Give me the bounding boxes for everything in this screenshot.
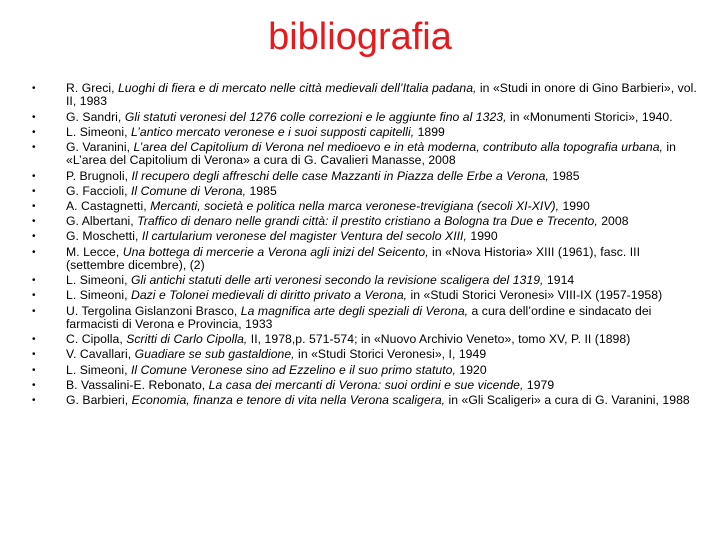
bullet-icon: • [32,395,36,407]
entry-author: C. Cipolla, [66,332,127,347]
entry-details: 1914 [543,273,575,288]
entry-title: Il Comune di Verona, [131,183,247,198]
bullet-icon: • [32,290,36,302]
entry-title: Gli statuti veronesi del 1276 colle correzioni e le aggiunte fino al 1323, [124,109,507,124]
bullet-icon: • [32,364,36,376]
entry-author: B. Vassalini-E. Rebonato, [66,377,209,392]
entry-details: in «Studi Storici Veronesi», I, 1949 [294,347,487,362]
bibliography-entry [30,230,700,243]
entry-details: in «Studi in onore di Gino Barbieri», vol. II, 1983 [66,81,697,109]
bibliography-entry [30,394,700,407]
entry-title: Traffico di denaro nelle grandi città: il prestito cristiano a Bologna tra Due e Trecento, [137,214,598,229]
entry-author: M. Lecce, [66,244,123,259]
bullet-icon: • [32,185,36,197]
entry-title: Guadiare se sub gastaldione, [134,347,295,362]
bibliography-list [30,82,700,409]
entry-author: G. Varanini, [66,140,134,155]
bibliography-entry [30,364,700,377]
bullet-icon: • [32,170,36,182]
entry-author: U. Tergolina Gislanzoni Brasco, [66,303,241,318]
bibliography-entry [30,141,700,168]
bullet-icon: • [32,349,36,361]
entry-title: Luoghi di fiera e di mercato nelle città medievali dell’Italia padana, [117,81,477,95]
entry-details: in «Nova Historia» XIII (1961), fasc. III (settembre dicembre), (2) [66,244,641,273]
entry-author: L. Simeoni, [66,273,131,288]
bibliography-entry [30,170,700,183]
entry-title: Una bottega di mercerie a Verona agli inizi del Seicento, [122,244,429,259]
entry-details: in «L’area del Capitolium di Verona» a cura di G. Cavalieri Manasse, 2008 [66,140,676,168]
entry-title: Gli antichi statuti delle arti veronesi secondo la revisione scaligera del 1319, [130,273,544,288]
entry-author: G. Albertani, [66,214,138,229]
bullet-icon: • [32,334,36,346]
entry-author: P. Brugnoli, [66,168,132,183]
bullet-icon: • [32,246,36,258]
entry-author: G. Barbieri, [66,393,132,408]
entry-author: L. Simeoni, [66,288,131,303]
entry-title: Mercanti, società e politica nella marca veronese-trevigiana (secoli XI-XIV), [150,199,560,214]
entry-title: Il cartularium veronese del magister Ventura del secolo XIII, [141,229,467,244]
entry-details: in «Gli Scaligeri» a cura di G. Varanini, 1988 [445,393,690,408]
bibliography-entry [30,111,700,124]
bibliography-entry [30,126,700,139]
entry-author: A. Castagnetti, [66,199,151,214]
bullet-icon: • [32,111,36,123]
bullet-icon: • [32,83,36,94]
entry-title: La casa dei mercanti di Verona: suoi ordini e sue vicende, [208,377,524,392]
entry-author: G. Moschetti, [66,229,142,244]
entry-details: in «Studi Storici Veronesi» VIII-IX (1957-1958) [407,288,663,303]
bibliography-entry [30,379,700,392]
entry-author: G. Sandri, [66,109,125,124]
slide-title: bibliografia [268,16,452,58]
entry-details: II, 1978,p. 571-574; in «Nuovo Archivio Veneto», tomo XV, P. II (1898) [247,332,631,347]
entry-author: V. Cavallari, [66,347,135,362]
bibliography-entry [30,348,700,361]
bibliography-entry [30,200,700,213]
bullet-icon: • [32,142,36,154]
bullet-icon: • [32,379,36,391]
entry-author: R. Greci, [66,81,118,95]
bullet-icon: • [32,126,36,138]
bibliography-entry [30,333,700,346]
entry-author: L. Simeoni, [66,124,131,139]
bibliography-entry [30,82,700,109]
bullet-icon: • [32,275,36,287]
bibliography-entry [30,274,700,287]
bullet-icon: • [32,201,36,213]
entry-title: Scritti di Carlo Cipolla, [126,332,248,347]
entry-details: 1899 [414,124,445,139]
entry-title: Economia, finanza e tenore di vita nella Verona scaligera, [131,393,446,408]
entry-details: 1990 [559,199,590,214]
bullet-icon: • [32,231,36,243]
entry-title: L’antico mercato veronese e i suoi supposti capitelli, [130,124,415,139]
entry-title: Il Comune Veronese sino ad Ezzelino e il suo primo statuto, [130,362,456,377]
bibliography-entry [30,185,700,198]
entry-details: 1985 [246,183,277,198]
entry-details: 1985 [548,168,580,183]
entry-title: Il recupero degli affreschi delle case Mazzanti in Piazza delle Erbe a Verona, [131,168,549,183]
bibliography-entry [30,215,700,228]
bibliography-entry [30,305,700,332]
entry-title: L’area del Capitolium di Verona nel medioevo e in età moderna, contributo alla topografia urbana, [133,140,663,155]
entry-details: 1979 [523,377,555,392]
entry-title: La magnifica arte degli speziali di Verona, [240,303,469,318]
entry-details: 1990 [466,229,498,244]
entry-title: Dazi e Tolonei medievali di diritto privato a Verona, [130,288,408,303]
bullet-icon: • [32,305,36,317]
bibliography-entry [30,289,700,302]
entry-author: L. Simeoni, [66,362,131,377]
entry-details: in «Monumenti Storici», 1940. [506,109,673,124]
entry-details: 1920 [455,362,487,377]
entry-details: a cura dell’ordine e sindacato dei farmacisti di Verona e Provincia, 1933 [66,303,652,332]
bibliography-entry [30,246,700,273]
entry-author: G. Faccioli, [66,183,131,198]
bullet-icon: • [32,216,36,228]
entry-details: 2008 [597,214,629,229]
